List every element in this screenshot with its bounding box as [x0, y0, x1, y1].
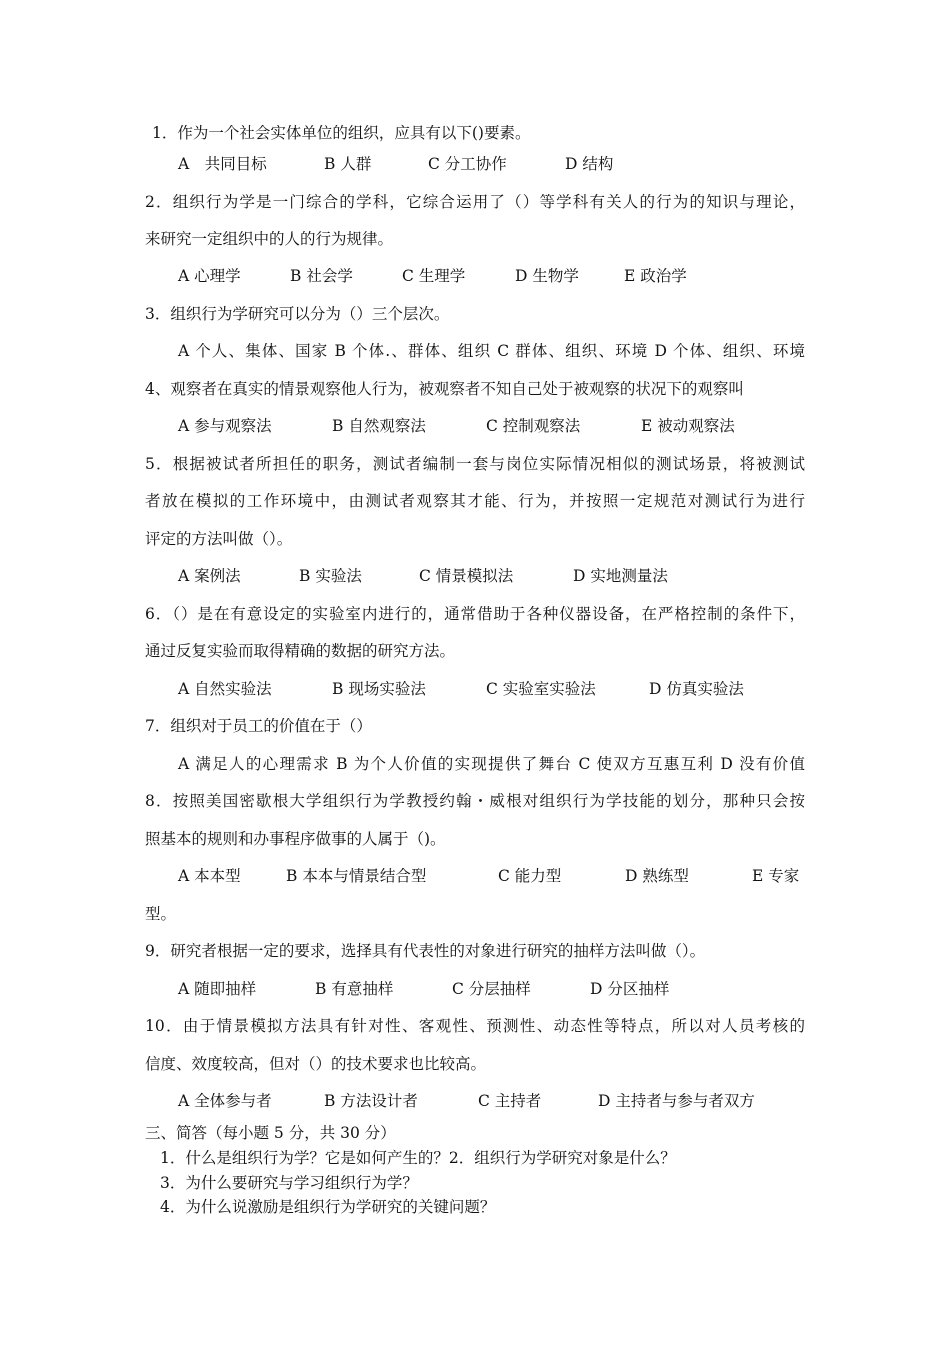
option-c: C 能力型	[498, 867, 562, 885]
question-5-line-3: 评定的方法叫做（）。	[145, 530, 293, 548]
question-3-options: A 个人、集体、国家 B 个体.、群体、组织 C 群体、组织、环境 D 个体、组织、环境	[178, 342, 805, 360]
question-7-text: 7．组织对于员工的价值在于（）	[145, 717, 372, 735]
question-2-line-2: 来研究一定组织中的人的行为规律。	[145, 230, 394, 248]
option-a: A 自然实验法	[178, 680, 272, 698]
option-d: D 仿真实验法	[649, 680, 744, 698]
option-a: A 全体参与者	[178, 1092, 272, 1110]
question-7-options: A 满足人的心理需求 B 为个人价值的实现提供了舞台 C 使双方互惠互利 D 没有价值	[178, 755, 805, 773]
option-a: A 本本型	[178, 867, 241, 885]
option-d: D 生物学	[515, 267, 579, 285]
option-c: C 分工协作	[428, 155, 507, 173]
question-3-text: 3．组织行为学研究可以分为（）三个层次。	[145, 305, 450, 323]
option-e: E 专家	[752, 867, 800, 885]
option-a: A 心理学	[178, 267, 241, 285]
question-5-options	[178, 566, 818, 586]
option-c: C 情景模拟法	[419, 567, 514, 585]
question-6-line-2: 通过反复实验而取得精确的数据的研究方法。	[145, 642, 456, 660]
question-10-options	[178, 1091, 818, 1111]
option-a: A 随即抽样	[178, 980, 257, 998]
option-e: E 被动观察法	[641, 417, 735, 435]
question-2-options	[178, 266, 818, 286]
option-d: D 实地测量法	[573, 567, 668, 585]
option-a: A 参与观察法	[178, 417, 272, 435]
option-c: C 控制观察法	[486, 417, 581, 435]
question-9-options	[178, 979, 818, 999]
question-1-options	[178, 154, 818, 174]
short-answer-item: 4．为什么说激励是组织行为学研究的关键问题？	[160, 1198, 496, 1216]
question-2-line-1: 2．组织行为学是一门综合的学科，它综合运用了（）等学科有关人的行为的知识与理论，	[145, 193, 805, 211]
question-9-text: 9．研究者根据一定的要求，选择具有代表性的对象进行研究的抽样方法叫做（）。	[145, 942, 706, 960]
option-b: B 人群	[324, 155, 372, 173]
question-8-option-tail: 型。	[145, 905, 177, 923]
option-b: B 现场实验法	[332, 680, 426, 698]
option-b: B 自然观察法	[332, 417, 426, 435]
short-answer-item: 1．什么是组织行为学？它是如何产生的？2．组织行为学研究对象是什么？	[160, 1149, 676, 1167]
option-e: E 政治学	[624, 267, 687, 285]
question-6-line-1: 6．（）是在有意设定的实验室内进行的，通常借助于各种仪器设备，在严格控制的条件下，	[145, 605, 805, 623]
option-c: C 生理学	[402, 267, 466, 285]
option-a: A 共同目标	[178, 155, 267, 173]
short-answer-item: 3．为什么要研究与学习组织行为学？	[160, 1174, 418, 1192]
question-8-line-1: 8．按照美国密歇根大学组织行为学教授约翰・威根对组织行为学技能的划分，那种只会按	[145, 792, 805, 810]
option-b: B 本本与情景结合型	[286, 867, 427, 885]
option-d: D 分区抽样	[590, 980, 670, 998]
question-4-text: 4、观察者在真实的情景观察他人行为，被观察者不知自己处于被观察的状况下的观察叫	[145, 380, 744, 398]
option-b: B 有意抽样	[315, 980, 394, 998]
question-8-line-2: 照基本的规则和办事程序做事的人属于（)。	[145, 830, 446, 848]
question-10-line-1: 10．由于情景模拟方法具有针对性、客观性、预测性、动态性等特点，所以对人员考核的	[145, 1017, 805, 1035]
section-3-heading: 三、简答（每小题 5 分，共 30 分）	[145, 1124, 396, 1142]
option-d: D 主持者与参与者双方	[598, 1092, 755, 1110]
question-6-options	[178, 679, 818, 699]
option-b: B 社会学	[290, 267, 353, 285]
question-5-line-1: 5．根据被试者所担任的职务，测试者编制一套与岗位实际情况相似的测试场景，将被测试	[145, 455, 805, 473]
option-d: D 熟练型	[625, 867, 689, 885]
option-d: D 结构	[565, 155, 614, 173]
option-c: C 主持者	[478, 1092, 542, 1110]
question-1-text: 1．作为一个社会实体单位的组织，应具有以下()要素。	[152, 124, 531, 142]
question-8-options	[178, 866, 818, 886]
question-10-line-2: 信度、效度较高，但对（）的技术要求也比较高。	[145, 1055, 487, 1073]
option-a: A 案例法	[178, 567, 241, 585]
option-b: B 实验法	[299, 567, 362, 585]
question-4-options	[178, 416, 818, 436]
question-5-line-2: 者放在模拟的工作环境中，由测试者观察其才能、行为，并按照一定规范对测试行为进行	[145, 492, 805, 510]
option-c: C 实验室实验法	[486, 680, 596, 698]
option-c: C 分层抽样	[452, 980, 531, 998]
option-b: B 方法设计者	[324, 1092, 418, 1110]
